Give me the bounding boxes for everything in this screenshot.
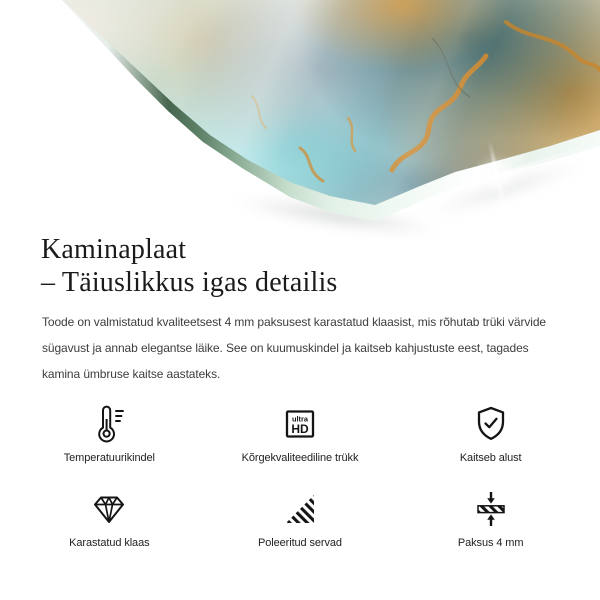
feature-label: Poleeritud servad xyxy=(258,537,342,549)
feature-item xyxy=(14,487,205,549)
feature-item xyxy=(14,402,205,464)
feature-label: Karastatud klaas xyxy=(69,537,150,549)
diamond-icon xyxy=(88,487,130,531)
ultra-hd-icon xyxy=(279,402,321,446)
feature-item xyxy=(205,402,396,464)
svg-text:HD: HD xyxy=(291,422,309,436)
page-title: Kaminaplaat – Täiuslikkus igas detailis xyxy=(41,234,338,298)
feature-label: Kõrgekvaliteediline trükk xyxy=(241,452,359,464)
thermometer-icon xyxy=(88,402,130,446)
product-photo xyxy=(0,0,600,232)
svg-text:ultra: ultra xyxy=(291,414,308,424)
feature-item xyxy=(205,487,396,549)
feature-label: Temperatuurikindel xyxy=(63,452,155,464)
feature-label: Kaitseb alust xyxy=(459,452,522,464)
polished-edges-icon xyxy=(279,487,321,531)
feature-item xyxy=(395,487,586,549)
feature-grid xyxy=(14,402,586,549)
thickness-icon xyxy=(470,487,512,531)
feature-label: Paksus 4 mm xyxy=(457,537,524,549)
shield-check-icon xyxy=(470,402,512,446)
description-text: Toode on valmistatud kvaliteetsest 4 mm paksusest karastatud klaasist, mis rõhutab trüki värvide sügavust ja annab elegantse läike. See on kuumuskindel ja kaitseb kahjustuste eest, tagades kamina ümbruse kaitse aastateks. xyxy=(42,315,546,381)
feature-item xyxy=(395,402,586,464)
